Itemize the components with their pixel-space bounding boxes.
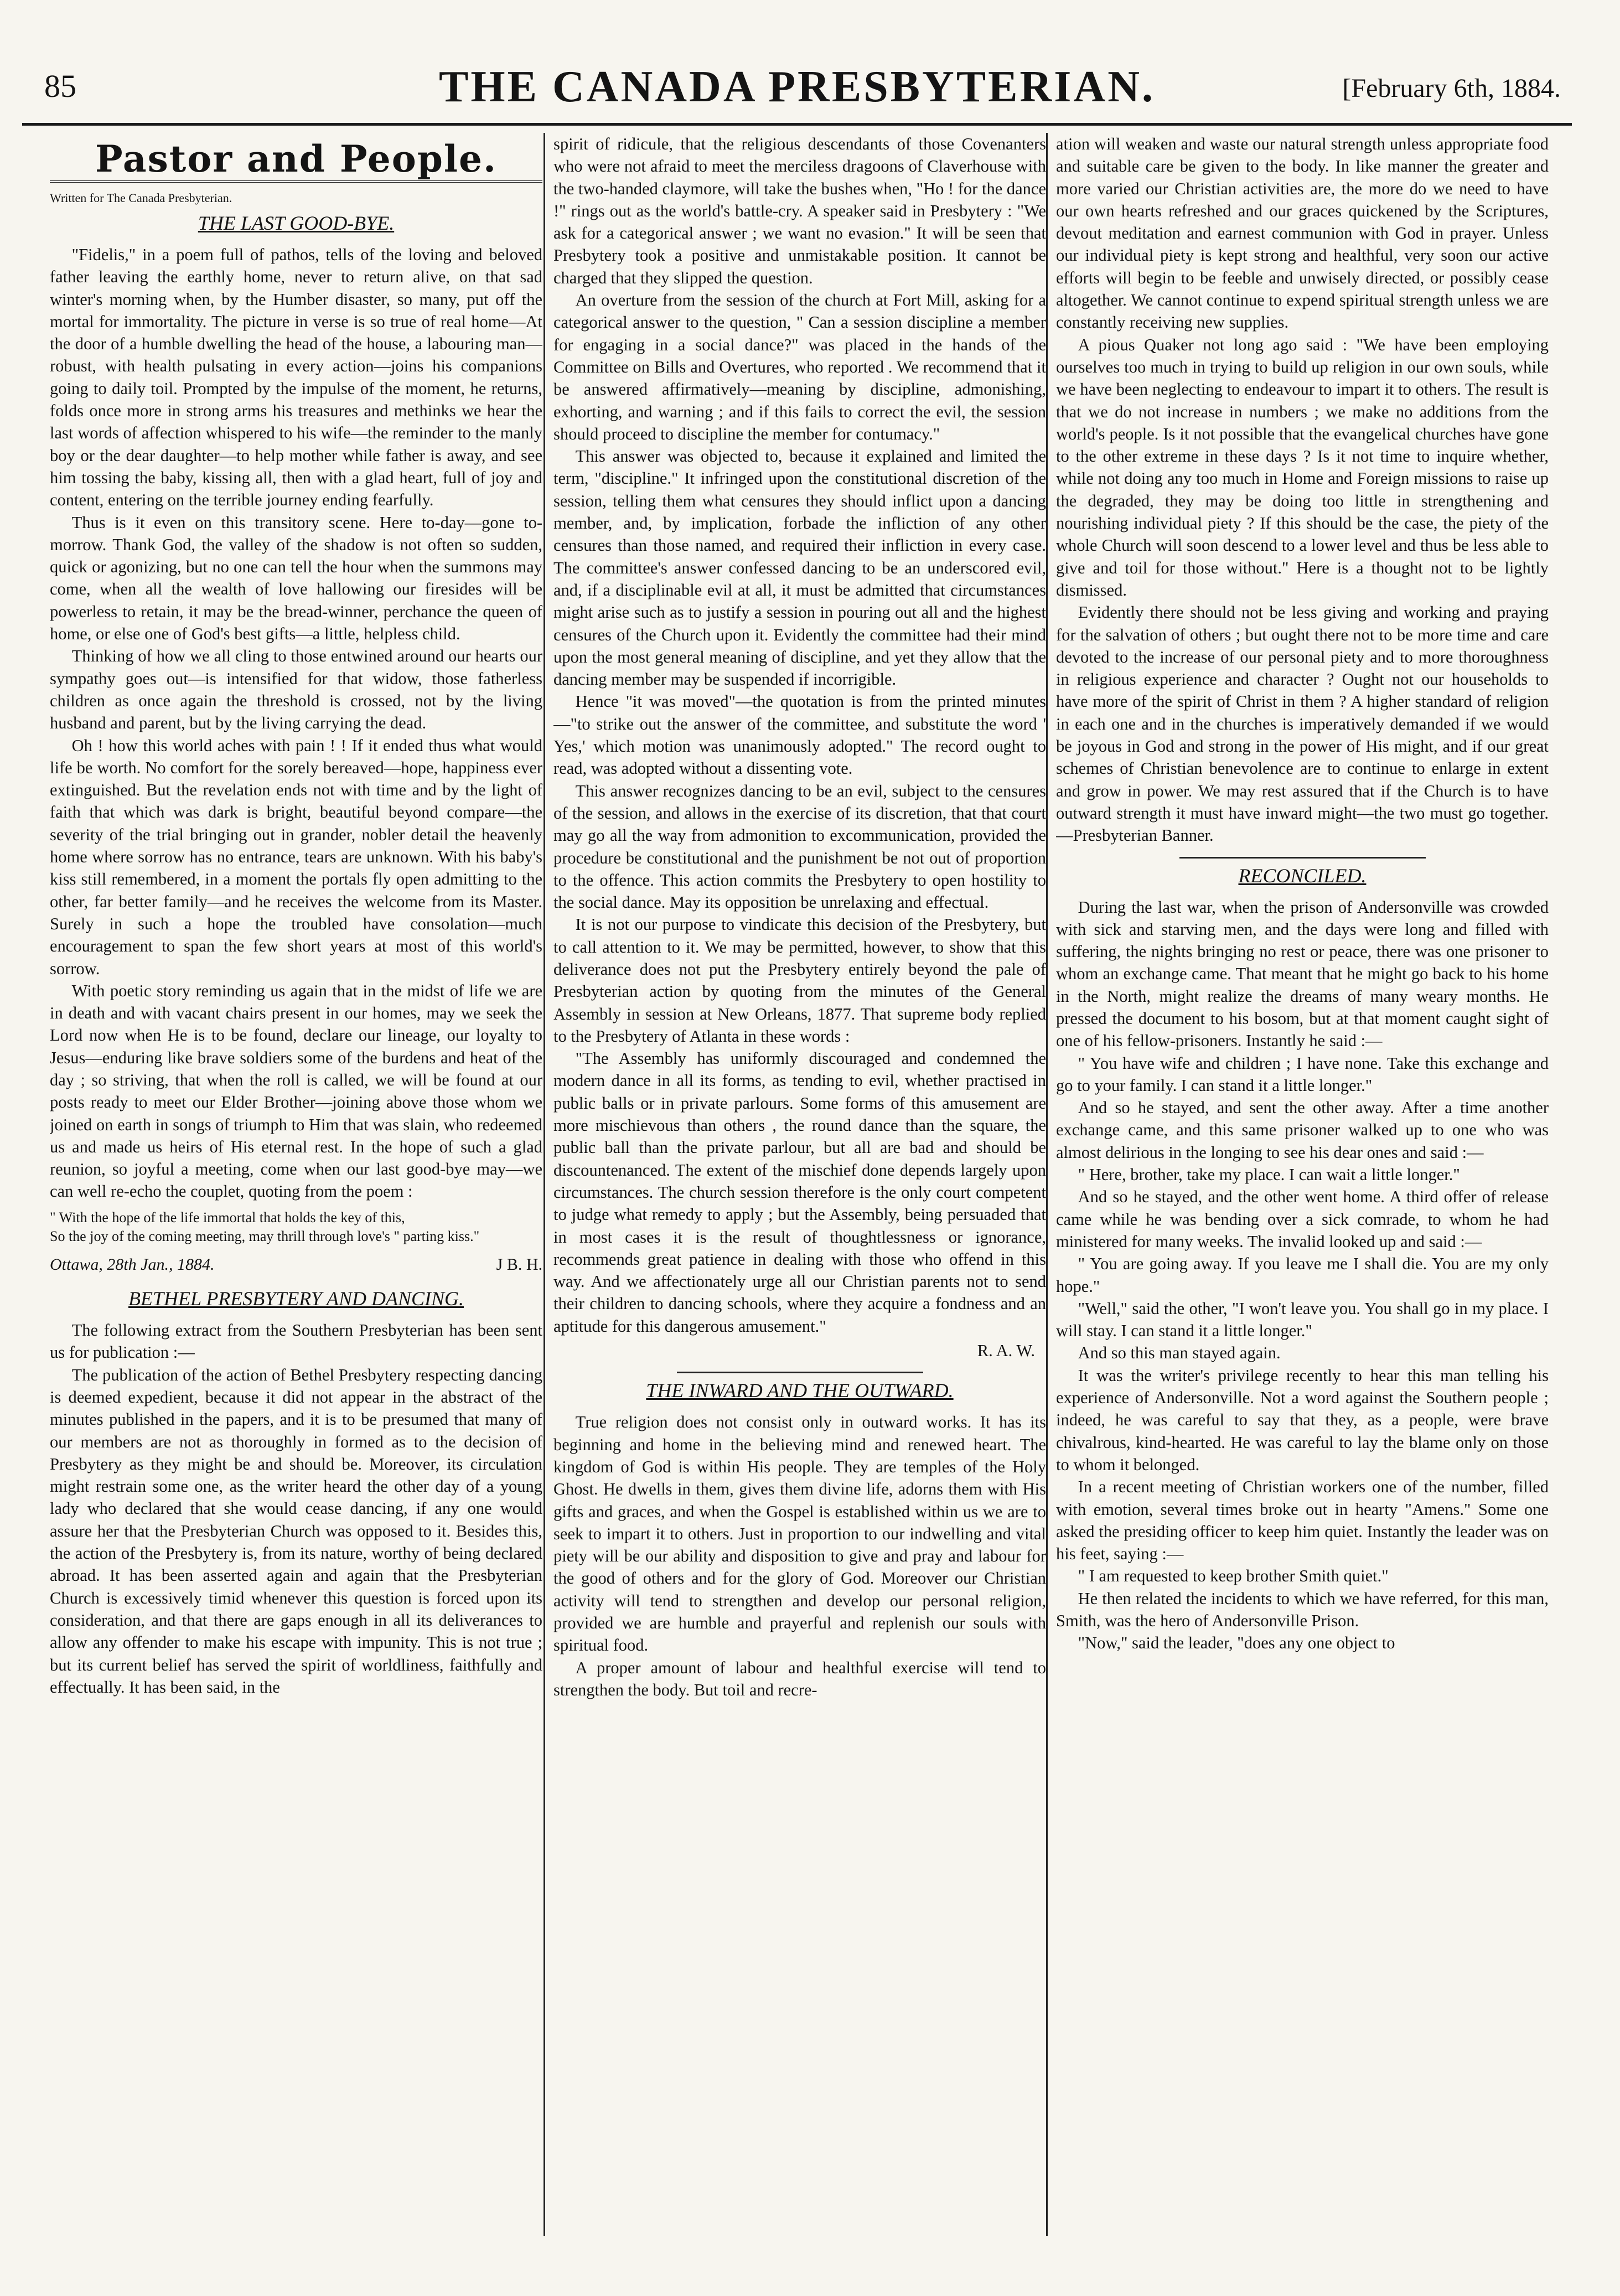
paragraph: " You have wife and children ; I have none. Take this exchange and go to your family. I can stand it a little longer.": [1056, 1053, 1549, 1095]
article-title-reconciled: RECONCILED.: [1238, 864, 1367, 887]
author-initials: R. A. W.: [977, 1341, 1035, 1361]
article-title-inward-outward: THE INWARD AND THE OUTWARD.: [646, 1379, 954, 1402]
paragraph: "Fidelis," in a poem full of pathos, tells of the loving and beloved father leaving the earthly home, never to return alive, on that sad winter's morning when, by the Humber disaster, so many, put off the mortal for immortality. The picture in verse is so true of real home—At the door of a humble dwelling the head of the house, a labouring man—robust, with health pulsating in every action—joins his companions going to daily toil. Prompted by the impulse of the moment, he returns, folds once more in strong arms his treasures and methinks we hear the last words of affection whispered to his wife—the reminder to the manly boy or the dear daughter—to help mother while father is away, and see him tossing the baby, kissing all, then with a glad heart, full of joy and content, entering on the terrible journey ending fearfully.: [50, 245, 542, 510]
column-rule: [544, 133, 545, 2236]
paragraph: " I am requested to keep brother Smith quiet.": [1078, 1566, 1389, 1586]
paragraph: "Well," said the other, "I won't leave you. You shall go in my place. I will stay. I can stand it a little longer.": [1056, 1299, 1549, 1341]
paragraph: With poetic story reminding us again that in the midst of life we are in death and with vacant chairs present in our homes, may we seek the Lord now when He is to be found, declare our lineage, our loyalty to Jesus—enduring like brave soldiers some of the burdens and heat of the day ; so striving, that when the roll is called, we will be found at our posts ready to meet our Elder Brother—joining above those whom we joined on earth in songs of triumph to Him that was slain, who redeemed us and made us heirs of His eternal rest. In the hope of such a glad reunion, so joyful a meeting, come when our last good-bye may—we can well re-echo the couplet, quoting from the poem :: [50, 981, 542, 1201]
article-title-last-goodbye: THE LAST GOOD-BYE.: [198, 212, 395, 234]
column-3: [1056, 133, 1549, 2236]
paragraph: It is not our purpose to vindicate this decision of the Presbytery, but to call attention to it. We may be permitted, however, to show that this deliverance does not put the Presbytery entirely beyond the pale of Presbyterian action by quoting from the minutes of the General Assembly in session at New Orleans, 1877. That supreme body replied to the Presbytery of Atlanta in these words :: [553, 915, 1046, 1046]
paragraph: Thinking of how we all cling to those entwined around our hearts our sympathy goes out—is intensified for that widow, those fatherless children as once again the threshold is crossed, not by the living husband and parent, but by the living carrying the dead.: [50, 647, 542, 733]
column-1: [50, 133, 542, 2236]
paragraph: An overture from the session of the church at Fort Mill, asking for a categorical answer to the question, " Can a session discipline a member for engaging in a social dance?" was placed in the hands of the Committee on Bills and Overtures, who reported . We recommend that it be answered affirmatively—meaning by discipline, admonishing, exhorting, and warning ; and if this fails to correct the evil, the session should proceed to discipline the member for contumacy.": [553, 291, 1046, 443]
verse-line: " With the hope of the life immortal that holds the key of this,: [50, 1209, 405, 1225]
paragraph: Oh ! how this world aches with pain ! ! If it ended thus what would life be worth. No comfort for the sorely bereaved—hope, happiness ever extinguished. But the revelation ends not with time and by the light of faith that which was dark is bright, beautiful beyond compare—the severity of the trial bringing out in grander, nobler detail the heavenly home where sorrow has no entrance, tears are unknown. With his baby's kiss still remembered, in a moment the portals fly open admitting to the other, far better family—and he receives the welcome from its Master. Surely in such a hope the troubled have consolation—much encouragement to span the few short years at most of this world's sorrow.: [50, 736, 542, 978]
paragraph: In a recent meeting of Christian workers one of the number, filled with emotion, several times broke out in hearty "Amens." Some one asked the presiding officer to keep him quiet. Instantly the leader was on his feet, saying :—: [1056, 1477, 1549, 1564]
verse-line: So the joy of the coming meeting, may thrill through love's " parting kiss.": [50, 1228, 480, 1244]
paragraph: ation will weaken and waste our natural strength unless appropriate food and suitable care be given to the body. In like manner the greater and more varied our Christian activities are, the more do we need to have our own hearts refreshed and our graces quickened by the Scriptures, devout meditation and earnest communion with God in prayer. Unless our individual piety is kept strong and healthful, very soon our active efforts will begin to be feeble and unwisely directed, or possibly cease altogether. We cannot continue to expend spiritual strength unless we are constantly receiving new supplies.: [1056, 135, 1549, 332]
paragraph: He then related the incidents to which we have referred, for this man, Smith, was the hero of Andersonville Prison.: [1056, 1589, 1549, 1630]
paragraph: Hence "it was moved"—the quotation is from the printed minutes—"to strike out the answer of the committee, and substitute the word ' Yes,' which motion was unanimously adopted." The record ought to read, was adopted without a dissenting vote.: [553, 692, 1046, 778]
paragraph: Evidently there should not be less giving and working and praying for the salvation of others ; but ought there not to be more time and care devoted to the increase of our personal piety and to more thoroughness in religious experience and character ? Ought not our households to have more of the spirit of Christ in them ? A higher standard of religion in each one and in the churches is imperatively demanded if we would be joyous in God and strong in the power of His might, and if our great schemes of Christian benevolence are to continue to enlarge in extent and grow in power. We may rest assured that if the Church is to have outward strength it must have inward might—the two must go together.—Presbyterian Banner.: [1056, 603, 1549, 845]
issue-date: [February 6th, 1884.: [1342, 74, 1561, 103]
separator-rule: [1179, 857, 1426, 859]
masthead: [22, 51, 1572, 126]
column-rule: [1046, 133, 1048, 2236]
paragraph: And so he stayed, and sent the other away. After a time another exchange came, and this same prisoner walked up to one who was almost delirious in the longing to see his dear ones and said :—: [1056, 1098, 1549, 1162]
paragraph: "Now," said the leader, "does any one object to: [1078, 1633, 1395, 1653]
paragraph: A pious Quaker not long ago said : "We have been employing ourselves too much in trying to build up religion in our own souls, while we have been neglecting to endeavour to impart it to others. The result is that we do not increase in numbers ; we make no additions from the world's people. Is it not possible that the evangelical churches have gone to the other extreme in these days ? Is it not time to inquire whether, while not doing any too much in Home and Foreign missions to raise up the degraded, they may be doing too little in strengthening and nourishing individual piety ? If this should be the case, the piety of the whole Church will soon descend to a lower level and thus be less able to give and toil for those without." Here is a thought not to be lightly dismissed.: [1056, 335, 1549, 599]
department-heading: Pastor and People.: [50, 137, 542, 183]
article-title-bethel-presbytery: BETHEL PRESBYTERY AND DANCING.: [128, 1287, 464, 1310]
paragraph: True religion does not consist only in outward works. It has its beginning and home in the believing mind and renewed heart. The kingdom of God is within His people. They are temples of the Holy Ghost. He dwells in them, gives them divine life, adorns them with His gifts and graces, and when the Gospel is established within us we are to seek to impart it to others. Just in proportion to our indwelling and vital piety will be our ability and disposition to give and pray and labour for the good of others and for the glory of God. Moreover our Christian activity will tend to strengthen and develop our personal religion, provided we are humble and prayerful and replenish our souls with spiritual food.: [553, 1413, 1046, 1655]
paragraph: " Here, brother, take my place. I can wait a little longer.": [1078, 1165, 1460, 1185]
signature-line: [50, 1254, 542, 1276]
verse-quote: [50, 1208, 542, 1246]
paragraph: This answer was objected to, because it explained and limited the term, "discipline." It infringed upon the constitutional discretion of the session, telling them what censures they should inflict upon a dancing member, and, by implication, forbade the infliction of any other censures than those named, and required their infliction in every case. The committee's answer confessed dancing to be an underscored evil, and, if a disciplinable evil at all, it must be admitted that circumstances might arise such as to justify a session in pouring out all and the highest censures of the Church upon it. Evidently the committee had their mind upon the most general meaning of discipline, and yet they allow that the dancing member may be suspended if incorrigible.: [553, 447, 1046, 689]
separator-rule: [677, 1372, 923, 1373]
page-number: 85: [44, 68, 76, 104]
newspaper-title: THE CANADA PRESBYTERIAN.: [439, 63, 1155, 111]
paragraph: This answer recognizes dancing to be an evil, subject to the censures of the session, and allows in the exercise of its discretion, that that court may go all the way from admonition to excommunication, provided the procedure be constitutional and the punishment be not out of proportion to the offence. This action commits the Presbytery to open hostility to the social dance. May its opposition be unrelaxing and effectual.: [553, 781, 1046, 912]
paragraph: A proper amount of labour and healthful exercise will tend to strengthen the body. But toil and recre-: [553, 1658, 1046, 1699]
column-2: [553, 133, 1046, 2236]
byline: Written for The Canada Presbyterian.: [50, 191, 232, 205]
paragraph: Thus is it even on this transitory scene. Here to-day—gone to-morrow. Thank God, the valley of the shadow is not often so sudden, quick or agonizing, but no one can tell the hour when the summons may come, when all the wealth of love hallowing our firesides will be powerless to retain, it may be the bread-winner, perchance the queen of home, or else one of God's best gifts—a little, helpless child.: [50, 513, 542, 644]
paragraph: And so this man stayed again.: [1078, 1343, 1281, 1363]
paragraph: "The Assembly has uniformly discouraged and condemned the modern dance in all its forms, as tending to evil, whether practised in public balls or in private parlours. Some forms of this amusement are more mischievous than others , the round dance than the square, the public ball than the private parlour, but all are bad and should be discountenanced. The extent of the mischief done depends largely upon circumstances. The church session therefore is the only court competent to judge what remedy to apply ; but the Assembly, being persuaded that in most cases it is the result of thoughtlessness or ignorance, recommends great patience in dealing with those who offend in this way. And we affectionately urge all our Christian parents not to send their children to dancing schools, where they acquire a fondness and an aptitude for this dangerous amusement.": [553, 1049, 1046, 1336]
paragraph: During the last war, when the prison of Andersonville was crowded with sick and starving men, and the days were long and filled with suffering, the nights bringing no rest or peace, there was one prisoner to whom an exchange came. That meant that he might go back to his home in the North, might realize the dreams of many weary months. He pressed the document to his bosom, but at that moment caught sight of one of his fellow-prisoners. Instantly he said :—: [1056, 897, 1549, 1051]
paragraph: The publication of the action of Bethel Presbytery respecting dancing is deemed expedient, because it did not appear in the abstract of the minutes published in the papers, and it is to be presumed that many of our members are not as thoroughly in formed as to the decision of Presbytery as they might be and should be. Moreover, its circulation might restrain some one, as the writer heard the other day of a young lady who declared that she would cease dancing, if any one would assure her that the Presbyterian Church was opposed to it. Besides this, the action of the Presbytery is, from its nature, worthy of being declared abroad. It has been asserted again and again that the Presbyterian Church is excessively timid whenever this question is forced upon its consideration, and that there are gaps enough in all its deliverances to allow any offender to make his escape with impunity. This is not true ; but its current belief has served the spirit of worldliness, faithfully and effectually. It has been said, in the: [50, 1365, 542, 1697]
paragraph: And so he stayed, and the other went home. A third offer of release came while he was bending over a sick comrade, to whom he had ministered for many weeks. The invalid looked up and said :—: [1056, 1187, 1549, 1251]
place-date: Ottawa, 28th Jan., 1884.: [50, 1255, 215, 1274]
paragraph: spirit of ridicule, that the religious descendants of those Covenanters who were not afraid to meet the merciless dragoons of Claverhouse with the two-handed claymore, will take the bushes when, "Ho ! for the dance !" rings out as the world's battle-cry. A speaker said in Presbytery : "We ask for a categorical answer ; we want no evasion." It will be seen that Presbytery took a positive and unmistakable position. It cannot be charged that they slipped the question.: [553, 135, 1046, 287]
paragraph: The following extract from the Southern Presbyterian has been sent us for publication :—: [50, 1321, 542, 1362]
paragraph: It was the writer's privilege recently to hear this man telling his experience of Andersonville. Not a word against the Southern people ; indeed, he was careful to say that they, as a people, were brave chivalrous, kind-hearted. He was careful to lay the blame only on those to whom it belonged.: [1056, 1366, 1549, 1474]
author-initials: J B. H.: [496, 1255, 542, 1274]
paragraph: " You are going away. If you leave me I shall die. You are my only hope.": [1056, 1254, 1549, 1296]
